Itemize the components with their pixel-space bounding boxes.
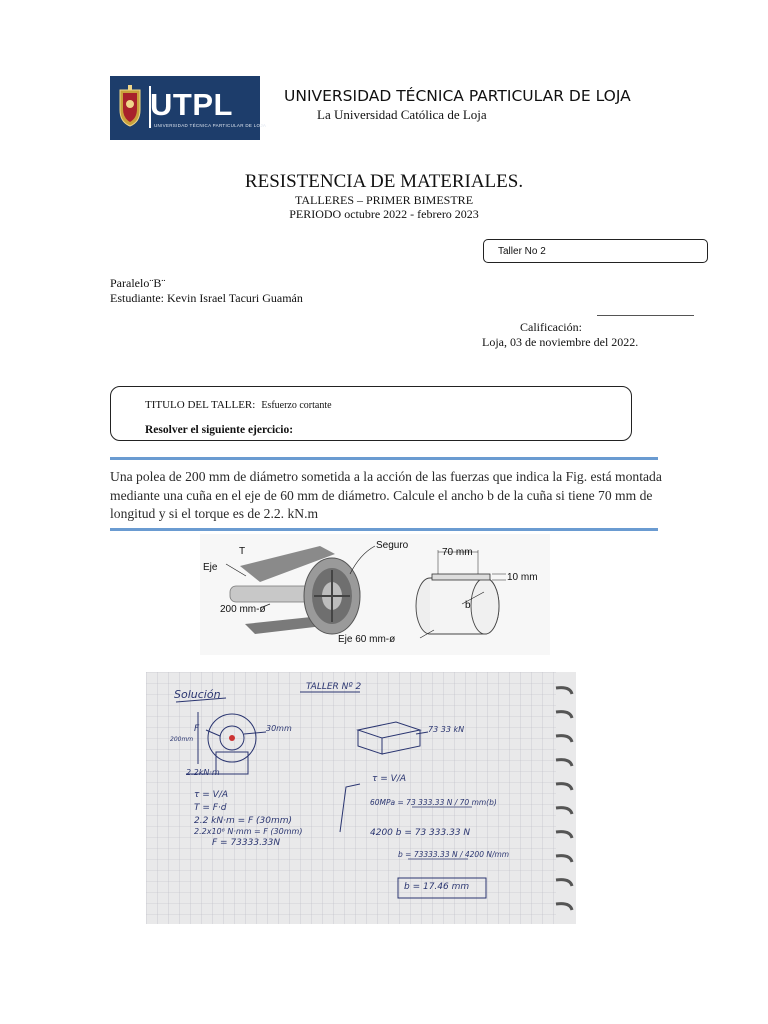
- date: Loja, 03 de noviembre del 2022.: [482, 335, 639, 349]
- student-name: Estudiante: Kevin Israel Tacuri Guamán: [110, 291, 303, 305]
- titulo-value: Esfuerzo cortante: [261, 400, 332, 411]
- divider-top: [110, 457, 658, 460]
- logo-subtext: UNIVERSIDAD TÉCNICA PARTICULAR DE LOJA: [154, 123, 267, 128]
- paralelo: Paralelo¨B¨: [110, 276, 166, 290]
- label-eje: Eje: [203, 562, 218, 573]
- label-seguro: Seguro: [376, 540, 409, 551]
- logo-text: UTPL: [150, 87, 233, 122]
- hw-eq2: T = F·d: [194, 803, 227, 813]
- hw-solucion: Solución: [174, 688, 221, 701]
- grade-line: [597, 315, 694, 316]
- hw-eq8: 4200 b = 73 333.33 N: [370, 828, 471, 838]
- label-t: T: [239, 546, 246, 557]
- hw-r: 30mm: [266, 724, 292, 733]
- utpl-logo: [110, 76, 267, 140]
- hw-torque: 2.2kN·m: [186, 768, 220, 777]
- hw-eq1: τ = V/A: [194, 790, 229, 800]
- hw-taller: TALLER Nº 2: [306, 682, 362, 692]
- label-200: 200 mm-ø: [220, 604, 266, 615]
- hw-eq10: b = 17.46 mm: [404, 882, 470, 892]
- label-10: 10 mm: [507, 572, 538, 583]
- course-periodo: PERIODO octubre 2022 - febrero 2023: [289, 207, 479, 221]
- hw-force: 73 33 kN: [428, 725, 465, 734]
- hw-eq7: 60MPa = 73 333.33 N / 70 mm(b): [370, 798, 497, 807]
- divider-bottom: [110, 528, 658, 531]
- hw-eq4: 2.2x10⁶ N·mm = F (30mm): [194, 827, 303, 836]
- handwritten-solution-photo: [146, 672, 576, 924]
- course-talleres: TALLERES – PRIMER BIMESTRE: [294, 193, 474, 207]
- course-title: RESISTENCIA DE MATERIALES.: [244, 171, 524, 192]
- calificacion-label: Calificación:: [520, 320, 582, 334]
- hw-f: F: [194, 724, 200, 734]
- instruction: Resolver el siguiente ejercicio:: [145, 424, 294, 436]
- hw-d: 200mm: [170, 736, 194, 743]
- hw-eq5: F = 73333.33N: [212, 838, 281, 848]
- titulo-label: TITULO DEL TALLER:: [145, 399, 256, 411]
- hw-eq3: 2.2 kN·m = F (30mm): [194, 816, 293, 826]
- titulo-taller: [145, 399, 332, 411]
- university-subtitle: La Universidad Católica de Loja: [317, 107, 487, 122]
- hw-eq6: τ = V/A: [372, 774, 407, 784]
- shield-icon: [117, 84, 143, 128]
- problem-statement: Una polea de 200 mm de diámetro sometida a la acción de las fuerzas que indica la Fig. está montada mediante una cuña en el eje de 60 mm de diámetro. Calcule el ancho b de la cuña si tiene 70 mm de longitud y si el torque es de 2.2. kN.m: [110, 469, 662, 521]
- label-b: b: [465, 600, 471, 611]
- problem-figure: [200, 534, 550, 655]
- university-name: UNIVERSIDAD TÉCNICA PARTICULAR DE LOJA: [284, 87, 631, 105]
- taller-number-box: Taller No 2: [483, 239, 708, 263]
- label-70: 70 mm: [442, 547, 473, 558]
- hw-eq9: b = 73333.33 N / 4200 N/mm: [398, 850, 510, 859]
- label-eje-60: Eje 60 mm-ø: [338, 634, 396, 645]
